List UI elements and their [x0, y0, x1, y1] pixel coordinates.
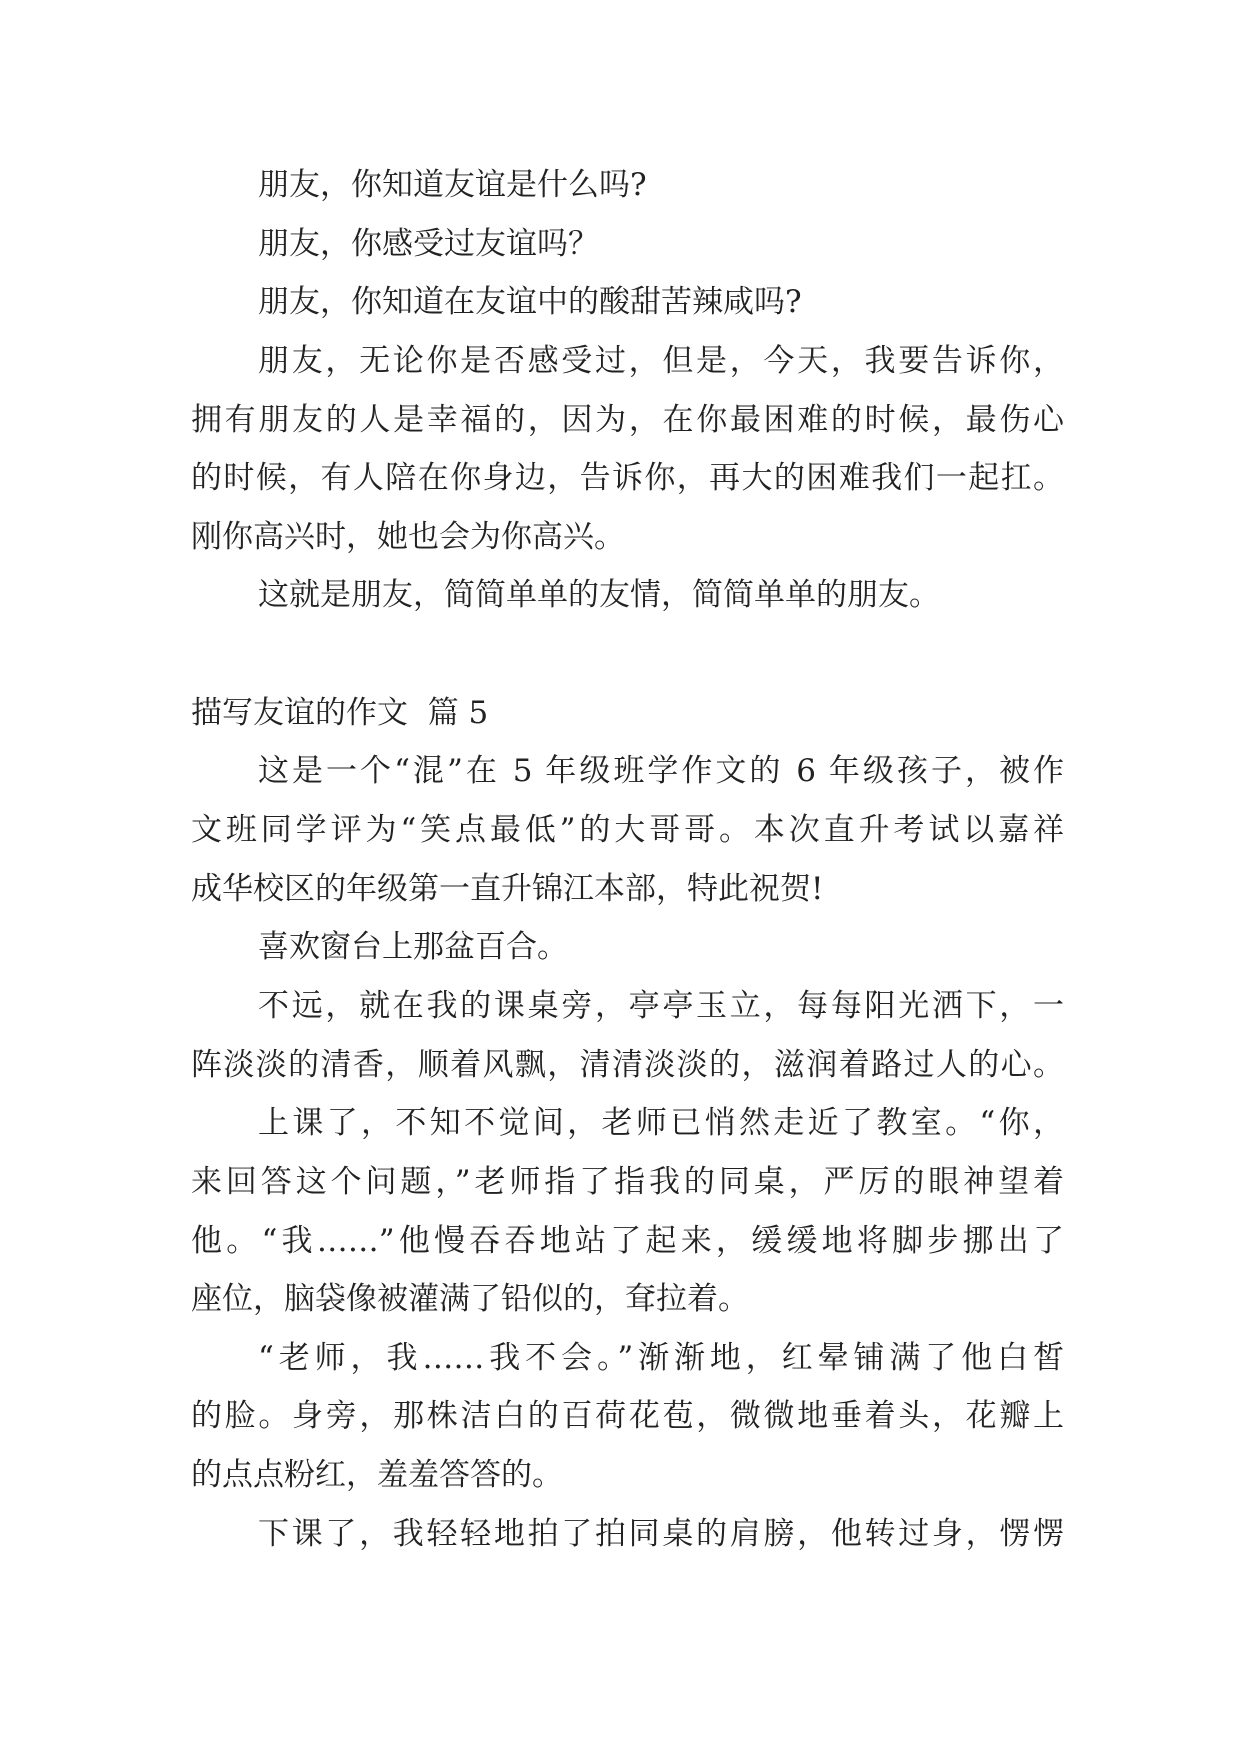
- text-line: 阵淡淡的清香，顺着风飘，清清淡淡的，滋润着路过人的心。: [191, 1046, 1064, 1083]
- section-heading: 描写友谊的作文 篇 5: [191, 694, 489, 731]
- paragraph: [191, 1505, 1064, 1564]
- paragraph: [191, 918, 1064, 977]
- paragraph: [191, 273, 1064, 332]
- text-line: 这是一个“混”在 5 年级班学作文的 6 年级孩子，被作: [258, 753, 1064, 790]
- text-line: 朋友，你知道在友谊中的酸甜苦辣咸吗?: [258, 284, 802, 321]
- text-line: “老师，我……我不会。”渐渐地，红晕铺满了他白皙: [258, 1339, 1064, 1376]
- paragraph: [191, 742, 1064, 918]
- text-line: 刚你高兴时，她也会为你高兴。: [191, 518, 625, 555]
- paragraph: [191, 1329, 1064, 1505]
- text-line: 他。“我……”他慢吞吞地站了起来，缓缓地将脚步挪出了: [191, 1222, 1064, 1259]
- text-line: 拥有朋友的人是幸福的，因为，在你最困难的时候，最伤心: [191, 401, 1064, 438]
- text-line: 的点点粉红，羞羞答答的。: [191, 1457, 563, 1494]
- text-line: 文班同学评为“笑点最低”的大哥哥。本次直升考试以嘉祥: [191, 812, 1064, 849]
- paragraph: [191, 332, 1064, 567]
- text-line: 喜欢窗台上那盆百合。: [258, 929, 568, 966]
- section-friendship-poem: [191, 156, 1064, 625]
- text-line: 朋友，你感受过友谊吗？: [258, 225, 599, 262]
- document-body: [191, 156, 1064, 1563]
- text-line: 上课了，不知不觉间，老师已悄然走近了教室。“你，: [258, 1105, 1064, 1142]
- text-line: 朋友，无论你是否感受过，但是，今天，我要告诉你，: [258, 342, 1064, 379]
- paragraph: [191, 1094, 1064, 1329]
- text-line: 这就是朋友，简简单单的友情，简简单单的朋友。: [258, 577, 940, 614]
- paragraph: [191, 977, 1064, 1094]
- text-line: 的时候，有人陪在你身边，告诉你，再大的困难我们一起扛。: [191, 460, 1064, 497]
- text-line: 来回答这个问题，”老师指了指我的同桌，严厉的眼神望着: [191, 1163, 1064, 1200]
- text-line: 不远，就在我的课桌旁，亭亭玉立，每每阳光洒下，一: [258, 987, 1064, 1024]
- text-line: 成华校区的年级第一直升锦江本部，特此祝贺!: [191, 870, 824, 907]
- text-line: 下课了，我轻轻地拍了拍同桌的肩膀，他转过身，愣愣: [258, 1515, 1064, 1552]
- text-line: 座位，脑袋像被灌满了铅似的，耷拉着。: [191, 1281, 749, 1318]
- text-line: 朋友，你知道友谊是什么吗?: [258, 167, 647, 203]
- paragraph: [191, 156, 1064, 215]
- paragraph: [191, 566, 1064, 625]
- text-line: 的脸。身旁，那株洁白的百荷花苞，微微地垂着头，花瓣上: [191, 1398, 1064, 1435]
- section-essay-5: [191, 684, 1064, 1564]
- paragraph: [191, 215, 1064, 274]
